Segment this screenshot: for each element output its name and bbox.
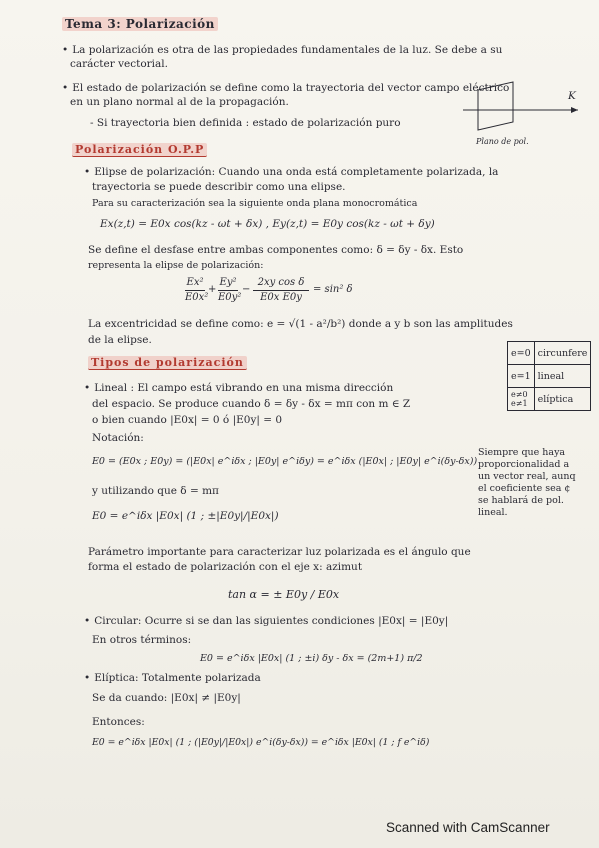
table-row [508, 342, 591, 365]
proportionality-note: Siempre que haya proporcionalidad a un vector real, aunq el coeficiente sea ¢ se hablará de pol. lineal. [478, 447, 576, 518]
intro-paragraph-2-line-1: • El estado de polarización se define como la trayectoria del vector campo eléctrico [62, 82, 509, 95]
ellipse-line-2: trayectoria se puede describir como una elipse. [92, 181, 346, 193]
azimut-line-1: Parámetro importante para caracterizar luz polarizada es el ángulo que [88, 546, 471, 558]
table-cell: elíptica [534, 388, 591, 411]
lineal-line-5: y utilizando que δ = mπ [92, 485, 219, 497]
lineal-notation-equation: E0 = (E0x ; E0y) = (|E0x| e^iδx ; |E0y| e^iδy) = e^iδx (|E0x| ; |E0y| e^i(δy-δx)) [92, 456, 478, 467]
lineal-equation: E0 = e^iδx |E0x| (1 ; ±|E0y|/|E0x|) [92, 510, 279, 522]
intro-paragraph-3: - Si trayectoria bien definida : estado de polarización puro [90, 117, 401, 129]
circular-line-1: • Circular: Ocurre si se dan las siguientes condiciones |E0x| = |E0y| [84, 615, 448, 628]
table-cell: lineal [534, 365, 591, 388]
eliptica-line-3: Entonces: [92, 716, 145, 728]
lineal-line-1: • Lineal : El campo está vibrando en una misma dirección [84, 382, 393, 395]
table-cell: circunfere [534, 342, 591, 365]
ellipse-line-1: • Elipse de polarización: Cuando una onda está completamente polarizada, la [84, 166, 498, 179]
wave-vector-label: K [568, 90, 576, 102]
section-heading-tipos: Tipos de polarización [88, 356, 247, 369]
azimut-line-2: forma el estado de polarización con el eje x: azimut [88, 561, 363, 573]
azimut-equation: tan α = ± E0y / E0x [228, 588, 340, 601]
ellipse-line-5: representa la elipse de polarización: [88, 260, 264, 271]
ellipse-line-7: de la elipse. [88, 334, 152, 346]
lineal-line-2: del espacio. Se produce cuando δ = δy - δx = mπ con m ∈ Z [92, 398, 411, 410]
eliptica-line-2: Se da cuando: |E0x| ≠ |E0y| [92, 692, 241, 704]
intro-paragraph-1-line-1: • La polarización es otra de las propiedades fundamentales de la luz. Se debe a su [62, 44, 502, 57]
ellipse-line-6: La excentricidad se define como: e = √(1 - a²/b²) donde a y b son las amplitudes [88, 318, 513, 330]
eq-den-2: E0y² [218, 292, 242, 303]
ellipse-line-4: Se define el desfase entre ambas componentes como: δ = δy - δx. Esto [88, 244, 464, 256]
table-row [508, 365, 591, 388]
page-title: Tema 3: Polarización [62, 18, 218, 31]
eliptica-equation: E0 = e^iδx |E0x| (1 ; (|E0y|/|E0x|) e^i(δy-δx)) = e^iδx |E0x| (1 ; f e^iδ) [92, 737, 430, 748]
eq-num-1: Ex² [186, 277, 204, 288]
plane-label: Plano de pol. [476, 137, 529, 146]
lineal-notation-label: Notación: [92, 432, 144, 444]
table-row [508, 388, 591, 411]
wave-equations: Ex(z,t) = E0x cos(kz - ωt + δx) , Ey(z,t) = E0y cos(kz - ωt + δy) [100, 218, 435, 230]
ellipse-equation: Ex² E0x² + Ey² E0y² − 2xy cos δ E0x E0y = sin² δ [185, 277, 353, 303]
ellipse-line-3: Para su caracterización sea la siguiente onda plana monocromática [92, 198, 418, 209]
eq-den-3: E0x E0y [260, 292, 302, 303]
table-cell: e=1 [508, 365, 535, 388]
section-heading-opp: Polarización O.P.P [72, 143, 207, 156]
table-cell: e≠0 e≠1 [508, 388, 535, 411]
eq-rhs: = sin² δ [313, 284, 353, 295]
scanner-watermark: Scanned with CamScanner [386, 820, 550, 835]
eccentricity-table [507, 341, 591, 411]
eq-num-2: Ey² [219, 277, 237, 288]
eq-den-1: E0x² [185, 292, 209, 303]
lineal-line-3: o bien cuando |E0x| = 0 ó |E0y| = 0 [92, 414, 283, 426]
intro-paragraph-2-line-2: en un plano normal al de la propagación. [70, 96, 289, 108]
table-cell: e=0 [508, 342, 535, 365]
circular-equation: E0 = e^iδx |E0x| (1 ; ±i) δy - δx = (2m+1) π/2 [200, 653, 423, 664]
circular-line-2: En otros términos: [92, 634, 192, 646]
eq-num-3: 2xy cos δ [257, 277, 305, 288]
polarization-plane-diagram [458, 80, 588, 150]
intro-paragraph-1-line-2: carácter vectorial. [70, 58, 168, 70]
eliptica-line-1: • Elíptica: Totalmente polarizada [84, 672, 261, 685]
